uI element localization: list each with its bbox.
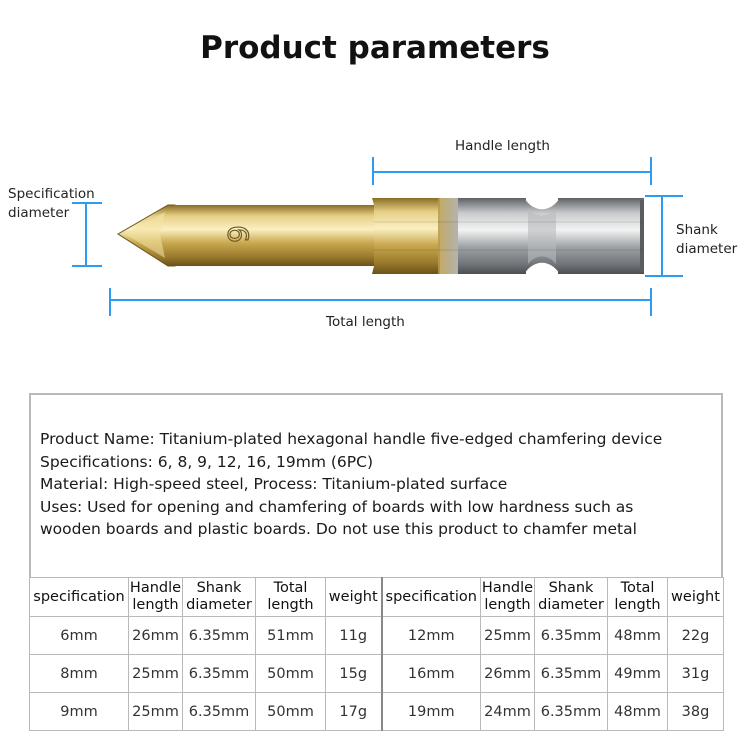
table-cell: 16mm: [382, 655, 481, 693]
header-handle-length-2: Handle length: [481, 578, 535, 617]
table-cell: 6.35mm: [535, 693, 608, 731]
spec-table: [29, 577, 724, 731]
product-info-text: [40, 428, 750, 541]
drill-shank-end: [558, 198, 644, 274]
table-cell: 26mm: [481, 655, 535, 693]
header-handle-length: Handle length: [129, 578, 183, 617]
table-cell: 6mm: [30, 617, 129, 655]
table-cell: 19mm: [382, 693, 481, 731]
chamfer-drill-bit-illustration: [0, 0, 750, 360]
handle-length-label: Handle length: [455, 138, 550, 154]
table-cell: 6.35mm: [535, 655, 608, 693]
drill-body: [174, 205, 374, 266]
table-cell: 48mm: [608, 693, 668, 731]
table-cell: 22g: [668, 617, 724, 655]
table-row: [30, 693, 724, 731]
drill-hex-gold: [372, 198, 440, 274]
specifications-line: Specifications: 6, 8, 9, 12, 16, 19mm (6PC): [40, 452, 374, 471]
header-specification: specification: [30, 578, 129, 617]
table-cell: 31g: [668, 655, 724, 693]
table-cell: 6.35mm: [183, 655, 256, 693]
table-cell: 26mm: [129, 617, 183, 655]
drill-shank-cap: [640, 200, 644, 272]
header-total-length: Total length: [256, 578, 326, 617]
header-weight: weight: [326, 578, 382, 617]
table-header-row: [30, 578, 724, 617]
table-cell: 11g: [326, 617, 382, 655]
header-specification-2: specification: [382, 578, 481, 617]
table-cell: 6.35mm: [183, 693, 256, 731]
uses-line-2: wooden boards and plastic boards. Do not use this product to chamfer metal: [40, 520, 637, 539]
drill-hex-steel: [458, 198, 526, 274]
header-shank-diameter: Shank diameter: [183, 578, 256, 617]
header-shank-diameter-2: Shank diameter: [535, 578, 608, 617]
product-name-line: Product Name: Titanium-plated hexagonal handle five-edged chamfering device: [40, 430, 663, 448]
table-cell: 12mm: [382, 617, 481, 655]
table-cell: 17g: [326, 693, 382, 731]
drill-transition: [438, 198, 460, 274]
table-cell: 25mm: [481, 617, 535, 655]
header-total-length-2: Total length: [608, 578, 668, 617]
table-cell: 9mm: [30, 693, 129, 731]
header-weight-2: weight: [668, 578, 724, 617]
uses-line-1: Uses: Used for opening and chamfering of boards with low hardness such as: [40, 497, 634, 516]
page-title: Product parameters: [200, 30, 550, 66]
table-cell: 24mm: [481, 693, 535, 731]
table-cell: 51mm: [256, 617, 326, 655]
drill-groove-shade: [528, 208, 556, 264]
table-cell: 25mm: [129, 655, 183, 693]
table-cell: 38g: [668, 693, 724, 731]
table-row: [30, 617, 724, 655]
table-cell: 6.35mm: [535, 617, 608, 655]
table-cell: 49mm: [608, 655, 668, 693]
table-cell: 50mm: [256, 655, 326, 693]
table-cell: 15g: [326, 655, 382, 693]
table-cell: 25mm: [129, 693, 183, 731]
material-line: Material: High-speed steel, Process: Titanium-plated surface: [40, 475, 508, 494]
table-row: [30, 655, 724, 693]
table-cell: 6.35mm: [183, 617, 256, 655]
shank-diameter-text: Shank diameter: [676, 222, 738, 257]
total-length-label: Total length: [326, 314, 405, 330]
table-cell: 48mm: [608, 617, 668, 655]
table-cell: 8mm: [30, 655, 129, 693]
size-engraving: 6: [221, 225, 255, 243]
table-cell: 50mm: [256, 693, 326, 731]
spec-diameter-text: Specification diameter: [8, 186, 95, 221]
